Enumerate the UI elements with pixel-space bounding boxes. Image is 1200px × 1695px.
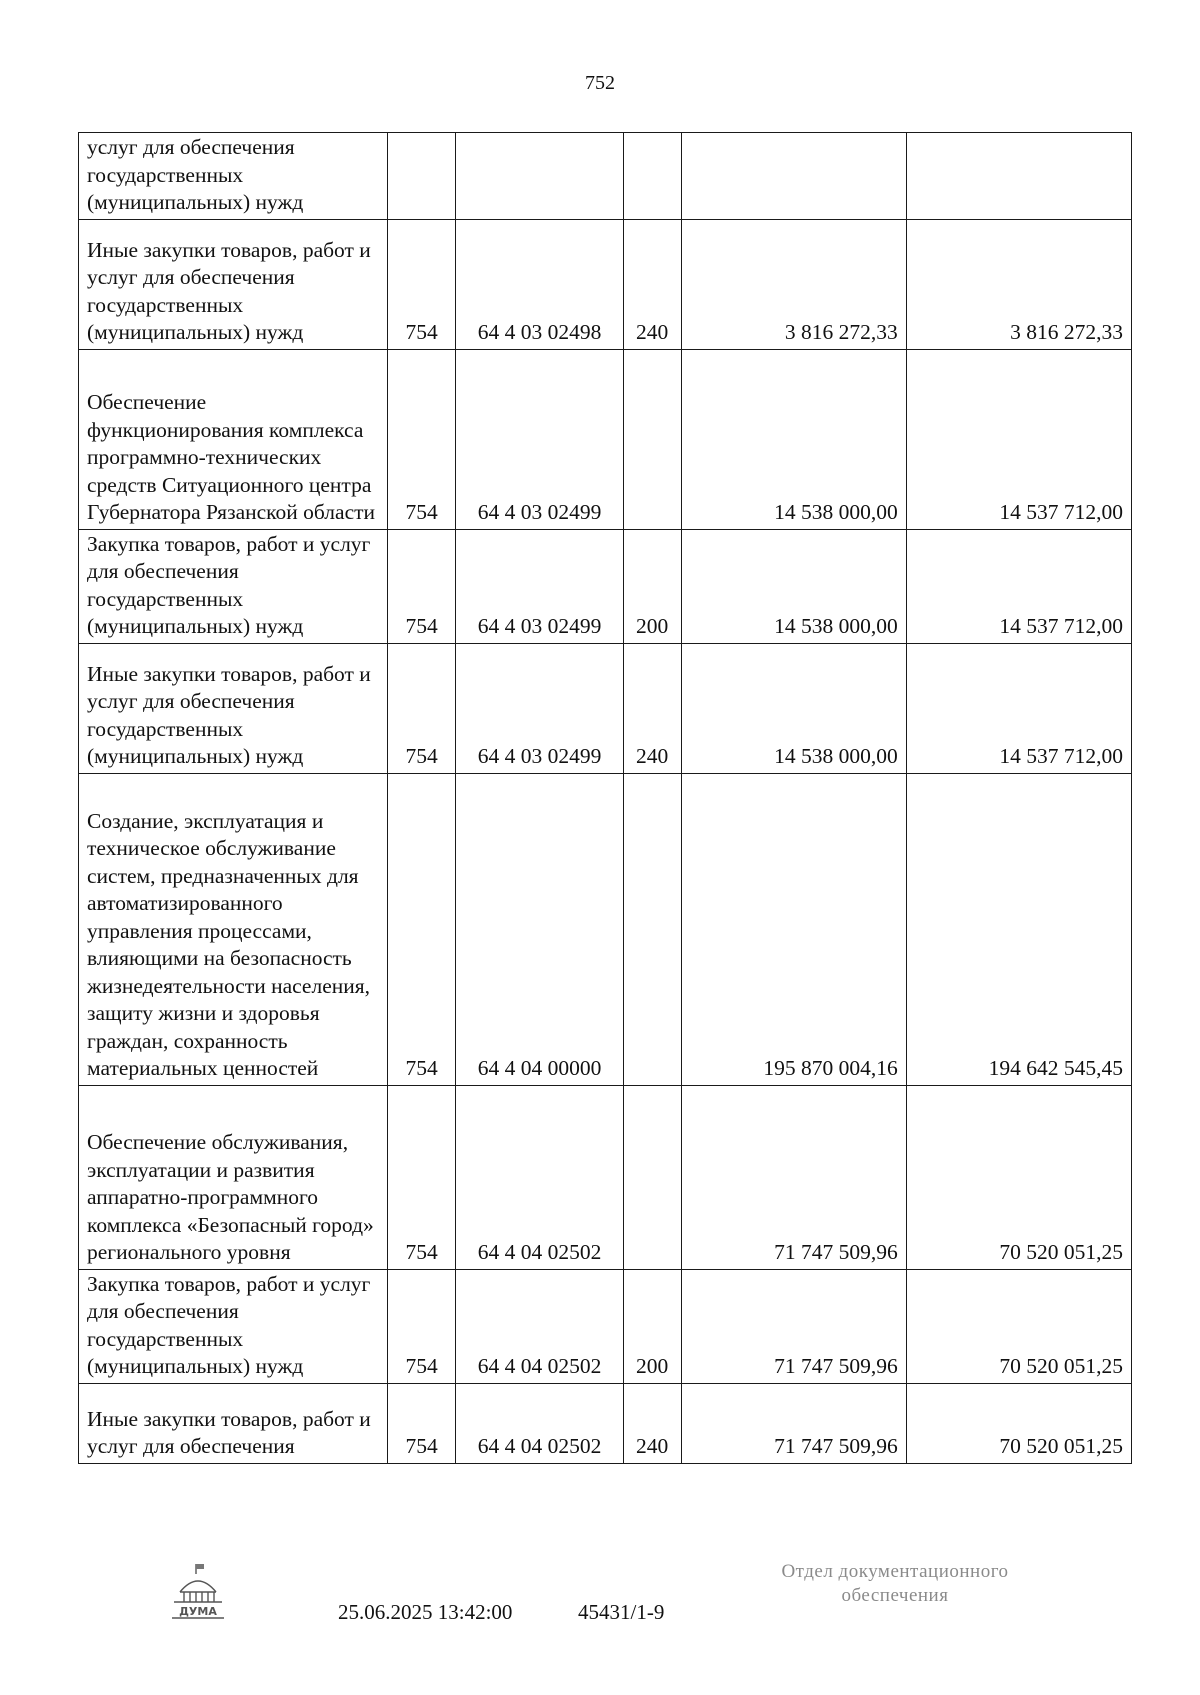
- row-name-cell: Закупка товаров, работ и услуг для обеспечения государственных (муниципальных) нужд: [79, 529, 388, 643]
- code-cell: 64 4 03 02498: [456, 219, 623, 349]
- amount1-cell: 71 747 509,96: [681, 1383, 906, 1463]
- code-cell: 64 4 04 02502: [456, 1085, 623, 1269]
- type-cell: 200: [623, 529, 681, 643]
- row-name-cell: Создание, эксплуатация и техническое обслуживание систем, предназначенных для автоматизированного управления процессами, влияющими на безопасность жизнедеятельности населения, защиту жизни и здоровья граждан, сохранность материальных ценностей: [79, 773, 388, 1085]
- ved-cell: [387, 133, 456, 220]
- code-cell: 64 4 03 02499: [456, 529, 623, 643]
- amount2-cell: 14 537 712,00: [906, 529, 1131, 643]
- type-cell: [623, 773, 681, 1085]
- department-stamp: [745, 1560, 1045, 1608]
- ved-cell: 754: [387, 1269, 456, 1383]
- table-row: [79, 219, 1132, 349]
- ved-cell: 754: [387, 1085, 456, 1269]
- amount1-cell: 14 538 000,00: [681, 349, 906, 529]
- table-row: [79, 133, 1132, 220]
- footer-doc-number: 45431/1-9: [578, 1600, 665, 1624]
- type-cell: 240: [623, 1383, 681, 1463]
- amount2-cell: 194 642 545,45: [906, 773, 1131, 1085]
- stamp-line-2: обеспечения: [841, 1585, 949, 1606]
- code-cell: 64 4 04 02502: [456, 1383, 623, 1463]
- row-name-cell: Обеспечение функционирования комплекса программно-технических средств Ситуационного центра Губернатора Рязанской области: [79, 349, 388, 529]
- stamp-line-1: Отдел документационного: [781, 1561, 1009, 1582]
- type-cell: [623, 349, 681, 529]
- page-number: 752: [585, 72, 615, 94]
- type-cell: 240: [623, 643, 681, 773]
- row-name-cell: Иные закупки товаров, работ и услуг для обеспечения государственных (муниципальных) нужд: [79, 643, 388, 773]
- code-cell: 64 4 03 02499: [456, 349, 623, 529]
- code-cell: 64 4 04 00000: [456, 773, 623, 1085]
- table-row: [79, 1269, 1132, 1383]
- ved-cell: 754: [387, 529, 456, 643]
- row-name-cell: Обеспечение обслуживания, эксплуатации и развития аппаратно-программного комплекса «Безопасный город» регионального уровня: [79, 1085, 388, 1269]
- amount1-cell: 71 747 509,96: [681, 1085, 906, 1269]
- amount2-cell: 70 520 051,25: [906, 1383, 1131, 1463]
- row-name-cell: услуг для обеспечения государственных (муниципальных) нужд: [79, 133, 388, 220]
- code-cell: 64 4 03 02499: [456, 643, 623, 773]
- amount2-cell: [906, 133, 1131, 220]
- amount1-cell: 71 747 509,96: [681, 1269, 906, 1383]
- amount1-cell: 3 816 272,33: [681, 219, 906, 349]
- ved-cell: 754: [387, 219, 456, 349]
- amount2-cell: 70 520 051,25: [906, 1085, 1131, 1269]
- duma-logo-icon: [168, 1562, 228, 1624]
- code-cell: [456, 133, 623, 220]
- type-cell: 200: [623, 1269, 681, 1383]
- amount1-cell: 14 538 000,00: [681, 529, 906, 643]
- ved-cell: 754: [387, 643, 456, 773]
- table-row: [79, 349, 1132, 529]
- svg-text:ДУМА: ДУМА: [179, 1605, 217, 1618]
- amount2-cell: 14 537 712,00: [906, 643, 1131, 773]
- table-row: [79, 1383, 1132, 1463]
- amount1-cell: [681, 133, 906, 220]
- row-name-cell: Иные закупки товаров, работ и услуг для обеспечения государственных (муниципальных) нужд: [79, 219, 388, 349]
- code-cell: 64 4 04 02502: [456, 1269, 623, 1383]
- amount1-cell: 195 870 004,16: [681, 773, 906, 1085]
- row-name-cell: Закупка товаров, работ и услуг для обеспечения государственных (муниципальных) нужд: [79, 1269, 388, 1383]
- footer-datetime: 25.06.2025 13:42:00: [338, 1600, 513, 1624]
- row-name-cell: Иные закупки товаров, работ и услуг для обеспечения: [79, 1383, 388, 1463]
- table-row: [79, 643, 1132, 773]
- amount2-cell: 14 537 712,00: [906, 349, 1131, 529]
- budget-table: [78, 132, 1132, 1464]
- type-cell: [623, 133, 681, 220]
- ved-cell: 754: [387, 1383, 456, 1463]
- amount2-cell: 70 520 051,25: [906, 1269, 1131, 1383]
- ved-cell: 754: [387, 773, 456, 1085]
- amount2-cell: 3 816 272,33: [906, 219, 1131, 349]
- type-cell: [623, 1085, 681, 1269]
- table-row: [79, 1085, 1132, 1269]
- table-row: [79, 773, 1132, 1085]
- type-cell: 240: [623, 219, 681, 349]
- ved-cell: 754: [387, 349, 456, 529]
- amount1-cell: 14 538 000,00: [681, 643, 906, 773]
- table-row: [79, 529, 1132, 643]
